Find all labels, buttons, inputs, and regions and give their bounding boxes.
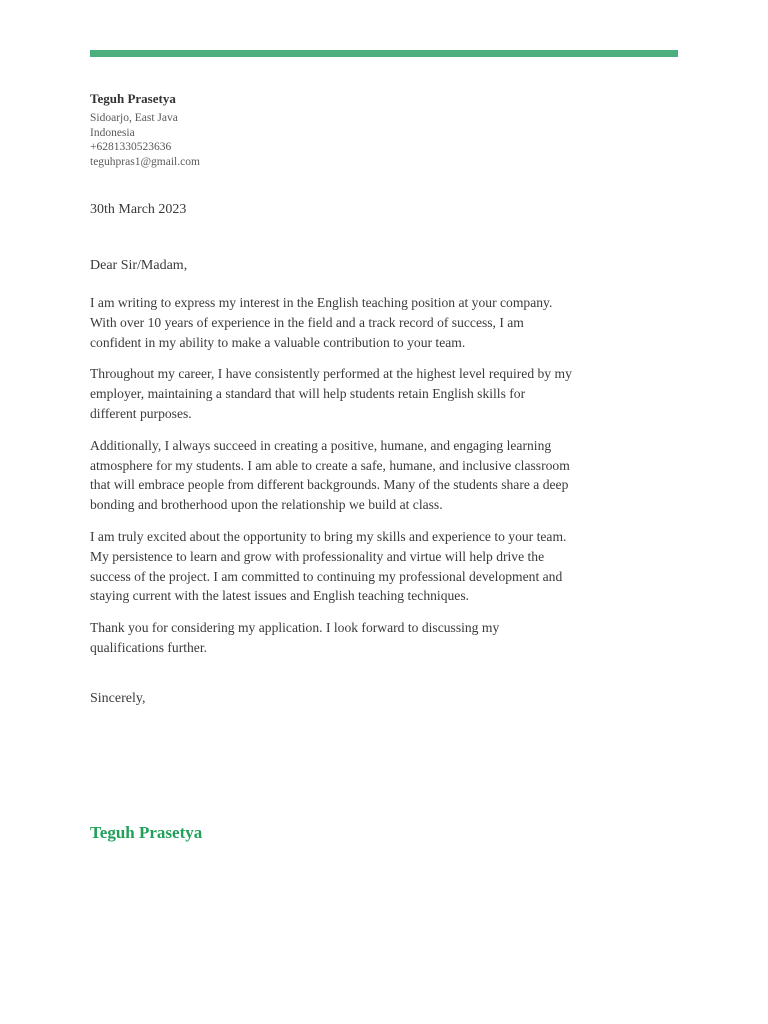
sender-email: teguhpras1@gmail.com (90, 156, 200, 169)
body-paragraph: Thank you for considering my application. I look forward to discussing my qualifications further. (90, 620, 500, 655)
salutation: Dear Sir/Madam, (90, 258, 188, 273)
body-paragraph: I am writing to express my interest in the English teaching position at your company. With over 10 years of experience in the field and a track record of success, I am confident in my ability to make a valuable contribution to your team. (90, 295, 553, 350)
letter-body (90, 293, 572, 670)
body-paragraph: I am truly excited about the opportunity to bring my skills and experience to your team. My persistence to learn and grow with professionality and virtue will help drive the success of the project. I am committed to continuing my professional development and staying current with the latest issues and English teaching techniques. (90, 528, 567, 604)
letter-date: 30th March 2023 (90, 202, 187, 217)
header-accent-bar (90, 50, 678, 57)
body-paragraph: Throughout my career, I have consistently performed at the highest level required by my employer, maintaining a standard that will help students retain English skills for different purposes. (90, 366, 572, 421)
signature: Teguh Prasetya (90, 823, 203, 842)
sender-name: Teguh Prasetya (90, 91, 176, 106)
sender-block (90, 90, 490, 170)
sender-city: Sidoarjo, East Java (90, 112, 178, 124)
closing: Sincerely, (90, 691, 146, 706)
body-paragraph: Additionally, I always succeed in creating a positive, humane, and engaging learning atmosphere for my students. I am able to create a safe, humane, and inclusive classroom that will embrace people from different backgrounds. Many of the students share a deep bonding and brotherhood upon the relationship we build at class. (90, 437, 570, 513)
sender-phone: +6281330523636 (90, 141, 172, 154)
sender-country: Indonesia (90, 126, 135, 139)
